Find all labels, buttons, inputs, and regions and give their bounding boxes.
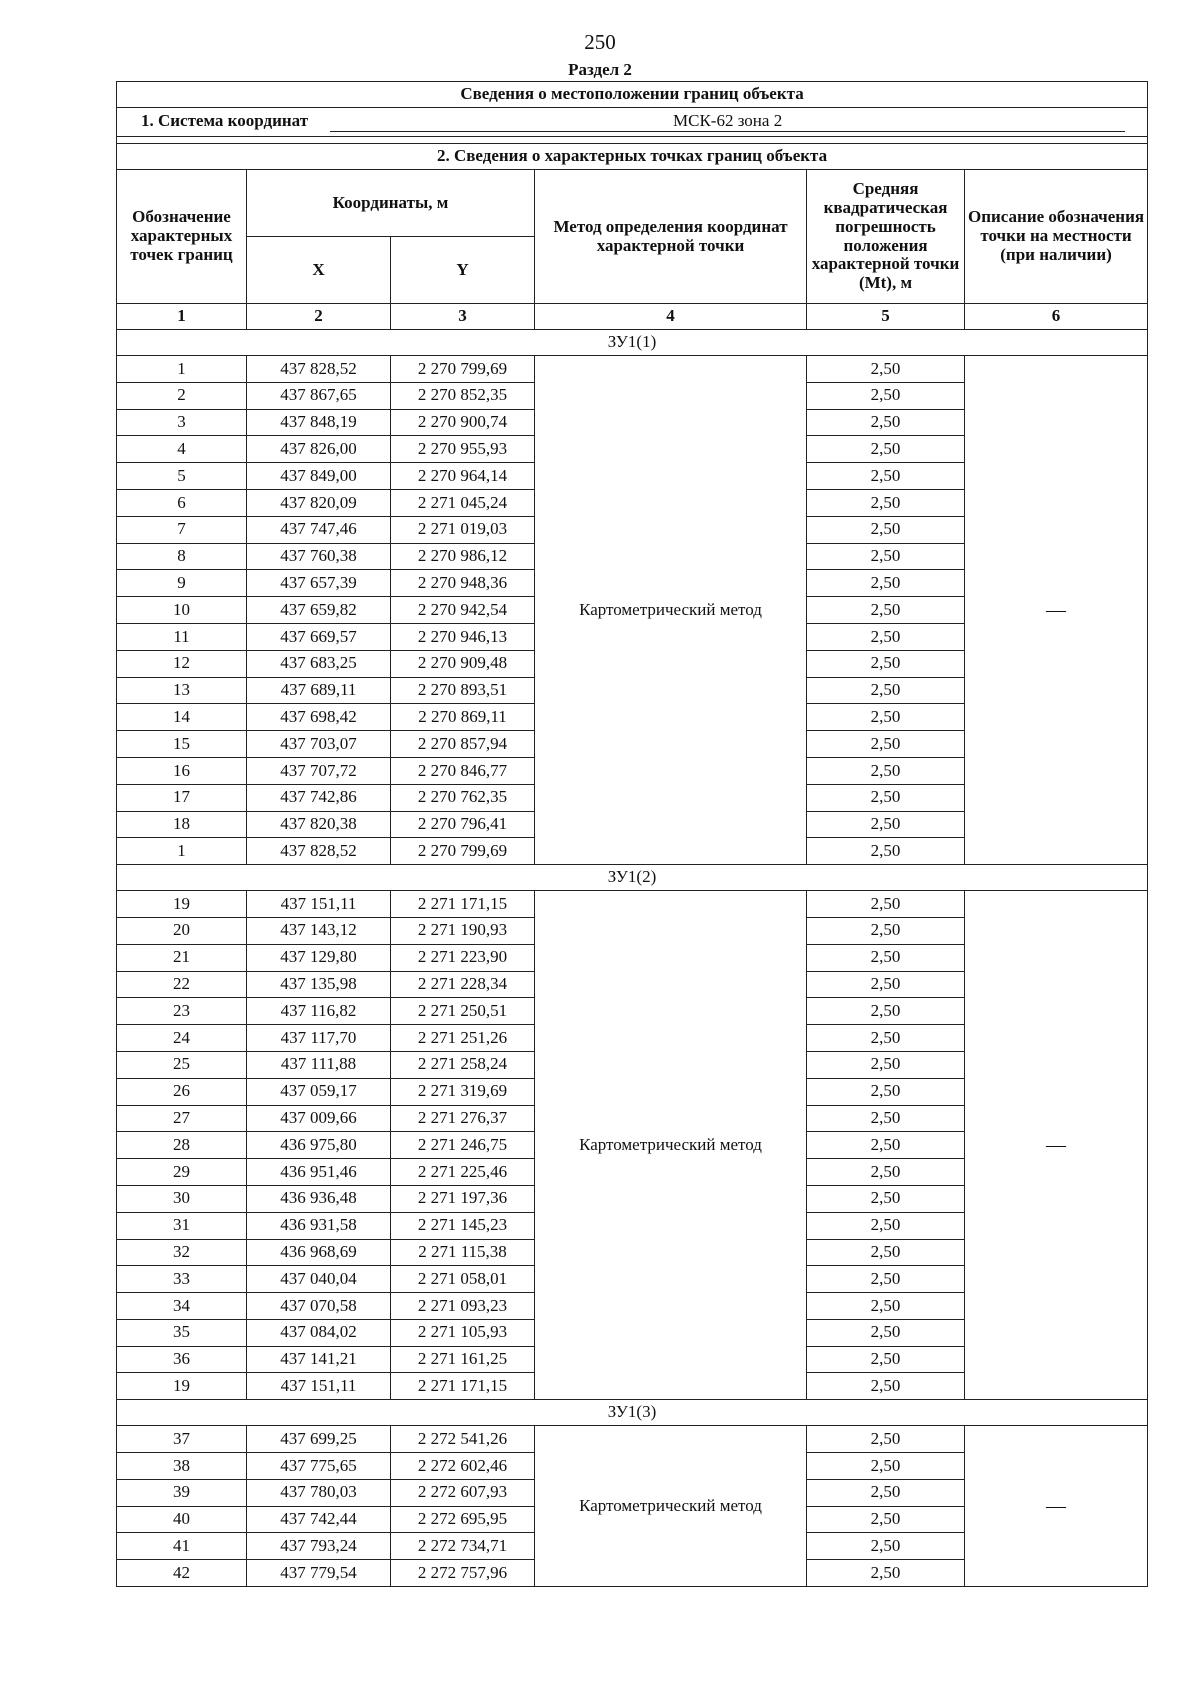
coordinate-y: 2 271 246,75 bbox=[391, 1132, 535, 1159]
coordinate-y: 2 272 757,96 bbox=[391, 1560, 535, 1587]
mean-error: 2,50 bbox=[807, 1132, 965, 1159]
coordinate-y: 2 272 602,46 bbox=[391, 1453, 535, 1480]
column-number: 4 bbox=[535, 304, 807, 330]
mean-error: 2,50 bbox=[807, 1426, 965, 1453]
coordinate-system-label: 1. Система координат bbox=[140, 110, 309, 130]
point-number: 20 bbox=[117, 917, 247, 944]
point-number: 34 bbox=[117, 1293, 247, 1320]
description-cell: — bbox=[965, 1426, 1148, 1587]
coordinate-y: 2 271 225,46 bbox=[391, 1159, 535, 1186]
mean-error: 2,50 bbox=[807, 1078, 965, 1105]
coordinate-y: 2 270 942,54 bbox=[391, 597, 535, 624]
coordinate-x: 436 975,80 bbox=[247, 1132, 391, 1159]
point-number: 38 bbox=[117, 1453, 247, 1480]
coordinate-x: 437 793,24 bbox=[247, 1533, 391, 1560]
point-number: 11 bbox=[117, 623, 247, 650]
spacer-cell bbox=[117, 137, 1148, 144]
coordinate-x: 437 129,80 bbox=[247, 944, 391, 971]
coordinate-y: 2 271 197,36 bbox=[391, 1185, 535, 1212]
mean-error: 2,50 bbox=[807, 650, 965, 677]
header-mean-error: Средняя квадратическая погрешность положения характерной точки (Mt), м bbox=[807, 170, 965, 304]
mean-error: 2,50 bbox=[807, 1319, 965, 1346]
mean-error: 2,50 bbox=[807, 409, 965, 436]
coordinate-x: 437 707,72 bbox=[247, 757, 391, 784]
coordinate-y: 2 271 058,01 bbox=[391, 1266, 535, 1293]
points-caption: 2. Сведения о характерных точках границ объекта bbox=[117, 144, 1148, 170]
coordinate-y: 2 270 909,48 bbox=[391, 650, 535, 677]
table-row bbox=[117, 356, 1148, 383]
mean-error: 2,50 bbox=[807, 757, 965, 784]
coordinate-x: 437 070,58 bbox=[247, 1293, 391, 1320]
coordinate-y: 2 270 986,12 bbox=[391, 543, 535, 570]
coordinate-x: 437 009,66 bbox=[247, 1105, 391, 1132]
coordinate-x: 437 141,21 bbox=[247, 1346, 391, 1373]
header-x: X bbox=[247, 237, 391, 304]
header-method: Метод определения координат характерной точки bbox=[535, 170, 807, 304]
coordinate-y: 2 271 145,23 bbox=[391, 1212, 535, 1239]
coordinate-y: 2 272 734,71 bbox=[391, 1533, 535, 1560]
column-numbers-row bbox=[117, 304, 1148, 330]
point-number: 22 bbox=[117, 971, 247, 998]
point-number: 30 bbox=[117, 1185, 247, 1212]
coordinate-y: 2 270 948,36 bbox=[391, 570, 535, 597]
mean-error: 2,50 bbox=[807, 1346, 965, 1373]
mean-error: 2,50 bbox=[807, 1105, 965, 1132]
mean-error: 2,50 bbox=[807, 998, 965, 1025]
mean-error: 2,50 bbox=[807, 891, 965, 918]
page-number: 250 bbox=[584, 30, 616, 54]
point-number: 41 bbox=[117, 1533, 247, 1560]
mean-error: 2,50 bbox=[807, 463, 965, 490]
point-number: 18 bbox=[117, 811, 247, 838]
point-number: 25 bbox=[117, 1051, 247, 1078]
caption-row bbox=[117, 82, 1148, 108]
coordinate-x: 437 867,65 bbox=[247, 382, 391, 409]
coordinate-y: 2 271 093,23 bbox=[391, 1293, 535, 1320]
header-coordinates: Координаты, м bbox=[247, 170, 535, 237]
coordinate-system-value: МСК-62 зона 2 bbox=[330, 112, 1125, 133]
coordinate-y: 2 270 946,13 bbox=[391, 623, 535, 650]
point-number: 21 bbox=[117, 944, 247, 971]
coordinate-x: 436 931,58 bbox=[247, 1212, 391, 1239]
mean-error: 2,50 bbox=[807, 1266, 965, 1293]
coordinate-y: 2 271 105,93 bbox=[391, 1319, 535, 1346]
mean-error: 2,50 bbox=[807, 489, 965, 516]
coordinate-x: 437 689,11 bbox=[247, 677, 391, 704]
coordinate-x: 437 151,11 bbox=[247, 1373, 391, 1400]
coordinate-x: 437 683,25 bbox=[247, 650, 391, 677]
group-name: ЗУ1(2) bbox=[117, 865, 1148, 891]
coordinate-y: 2 271 019,03 bbox=[391, 516, 535, 543]
coordinate-y: 2 271 045,24 bbox=[391, 489, 535, 516]
point-number: 19 bbox=[117, 1373, 247, 1400]
mean-error: 2,50 bbox=[807, 917, 965, 944]
group-name: ЗУ1(1) bbox=[117, 330, 1148, 356]
group-name: ЗУ1(3) bbox=[117, 1400, 1148, 1426]
mean-error: 2,50 bbox=[807, 1506, 965, 1533]
coordinate-x: 437 135,98 bbox=[247, 971, 391, 998]
mean-error: 2,50 bbox=[807, 1479, 965, 1506]
mean-error: 2,50 bbox=[807, 543, 965, 570]
coordinate-x: 437 760,38 bbox=[247, 543, 391, 570]
mean-error: 2,50 bbox=[807, 944, 965, 971]
coordinate-x: 437 669,57 bbox=[247, 623, 391, 650]
point-number: 16 bbox=[117, 757, 247, 784]
coordinate-x: 437 780,03 bbox=[247, 1479, 391, 1506]
point-number: 9 bbox=[117, 570, 247, 597]
point-number: 15 bbox=[117, 731, 247, 758]
mean-error: 2,50 bbox=[807, 382, 965, 409]
mean-error: 2,50 bbox=[807, 1185, 965, 1212]
spacer-row bbox=[117, 137, 1148, 144]
coordinate-x: 437 849,00 bbox=[247, 463, 391, 490]
coordinate-y: 2 271 115,38 bbox=[391, 1239, 535, 1266]
mean-error: 2,50 bbox=[807, 1373, 965, 1400]
group-header-row bbox=[117, 1400, 1148, 1426]
coordinate-y: 2 272 607,93 bbox=[391, 1479, 535, 1506]
point-number: 32 bbox=[117, 1239, 247, 1266]
coordinate-y: 2 270 796,41 bbox=[391, 811, 535, 838]
mean-error: 2,50 bbox=[807, 516, 965, 543]
point-number: 37 bbox=[117, 1426, 247, 1453]
mean-error: 2,50 bbox=[807, 811, 965, 838]
coordinate-x: 437 151,11 bbox=[247, 891, 391, 918]
coordinate-x: 436 968,69 bbox=[247, 1239, 391, 1266]
point-number: 23 bbox=[117, 998, 247, 1025]
point-number: 28 bbox=[117, 1132, 247, 1159]
coordinate-x: 436 951,46 bbox=[247, 1159, 391, 1186]
mean-error: 2,50 bbox=[807, 838, 965, 865]
point-number: 40 bbox=[117, 1506, 247, 1533]
coordinate-y: 2 271 319,69 bbox=[391, 1078, 535, 1105]
coordinate-x: 437 116,82 bbox=[247, 998, 391, 1025]
coordinate-y: 2 271 190,93 bbox=[391, 917, 535, 944]
point-number: 1 bbox=[117, 356, 247, 383]
mean-error: 2,50 bbox=[807, 677, 965, 704]
coordinate-x: 437 659,82 bbox=[247, 597, 391, 624]
mean-error: 2,50 bbox=[807, 1453, 965, 1480]
mean-error: 2,50 bbox=[807, 1051, 965, 1078]
coordinate-x: 437 828,52 bbox=[247, 838, 391, 865]
mean-error: 2,50 bbox=[807, 1239, 965, 1266]
coordinate-y: 2 270 857,94 bbox=[391, 731, 535, 758]
mean-error: 2,50 bbox=[807, 570, 965, 597]
coordinate-x: 437 699,25 bbox=[247, 1426, 391, 1453]
mean-error: 2,50 bbox=[807, 436, 965, 463]
coordinate-y: 2 270 900,74 bbox=[391, 409, 535, 436]
header-point-designation: Обозначение характерных точек границ bbox=[117, 170, 247, 304]
mean-error: 2,50 bbox=[807, 623, 965, 650]
coordinate-x: 437 084,02 bbox=[247, 1319, 391, 1346]
mean-error: 2,50 bbox=[807, 1159, 965, 1186]
header-description: Описание обозначения точки на местности (при наличии) bbox=[965, 170, 1148, 304]
mean-error: 2,50 bbox=[807, 1212, 965, 1239]
point-number: 1 bbox=[117, 838, 247, 865]
point-number: 13 bbox=[117, 677, 247, 704]
coordinate-y: 2 272 541,26 bbox=[391, 1426, 535, 1453]
coordinate-y: 2 270 955,93 bbox=[391, 436, 535, 463]
coordinate-x: 437 657,39 bbox=[247, 570, 391, 597]
point-number: 2 bbox=[117, 382, 247, 409]
column-number: 6 bbox=[965, 304, 1148, 330]
description-cell: — bbox=[965, 891, 1148, 1400]
mean-error: 2,50 bbox=[807, 1560, 965, 1587]
point-number: 29 bbox=[117, 1159, 247, 1186]
column-number: 1 bbox=[117, 304, 247, 330]
column-number: 2 bbox=[247, 304, 391, 330]
point-number: 12 bbox=[117, 650, 247, 677]
point-number: 26 bbox=[117, 1078, 247, 1105]
point-number: 35 bbox=[117, 1319, 247, 1346]
coordinate-y: 2 270 852,35 bbox=[391, 382, 535, 409]
coordinate-y: 2 271 223,90 bbox=[391, 944, 535, 971]
coordinate-system-cell bbox=[117, 108, 1148, 137]
coordinate-y: 2 270 762,35 bbox=[391, 784, 535, 811]
mean-error: 2,50 bbox=[807, 1293, 965, 1320]
mean-error: 2,50 bbox=[807, 597, 965, 624]
point-number: 14 bbox=[117, 704, 247, 731]
header-row-top bbox=[117, 170, 1148, 237]
mean-error: 2,50 bbox=[807, 704, 965, 731]
coordinate-x: 437 826,00 bbox=[247, 436, 391, 463]
mean-error: 2,50 bbox=[807, 784, 965, 811]
point-number: 7 bbox=[117, 516, 247, 543]
coordinate-y: 2 271 228,34 bbox=[391, 971, 535, 998]
coordinate-y: 2 271 171,15 bbox=[391, 1373, 535, 1400]
coordinate-x: 437 703,07 bbox=[247, 731, 391, 758]
method-cell: Картометрический метод bbox=[535, 1426, 807, 1587]
coordinate-x: 437 117,70 bbox=[247, 1025, 391, 1052]
coordinate-x: 437 828,52 bbox=[247, 356, 391, 383]
point-number: 8 bbox=[117, 543, 247, 570]
group-header-row bbox=[117, 330, 1148, 356]
coordinate-x: 437 040,04 bbox=[247, 1266, 391, 1293]
coordinate-y: 2 271 276,37 bbox=[391, 1105, 535, 1132]
point-number: 31 bbox=[117, 1212, 247, 1239]
coordinate-x: 437 742,44 bbox=[247, 1506, 391, 1533]
column-number: 3 bbox=[391, 304, 535, 330]
coordinate-x: 437 848,19 bbox=[247, 409, 391, 436]
coordinate-y: 2 270 799,69 bbox=[391, 356, 535, 383]
coordinate-y: 2 271 250,51 bbox=[391, 998, 535, 1025]
coordinate-x: 437 779,54 bbox=[247, 1560, 391, 1587]
coordinate-y: 2 270 893,51 bbox=[391, 677, 535, 704]
coordinate-x: 437 775,65 bbox=[247, 1453, 391, 1480]
point-number: 4 bbox=[117, 436, 247, 463]
point-number: 33 bbox=[117, 1266, 247, 1293]
description-cell: — bbox=[965, 356, 1148, 865]
coordinate-x: 437 059,17 bbox=[247, 1078, 391, 1105]
coordinate-x: 437 111,88 bbox=[247, 1051, 391, 1078]
coordinate-x: 437 143,12 bbox=[247, 917, 391, 944]
point-number: 19 bbox=[117, 891, 247, 918]
coordinate-y: 2 271 161,25 bbox=[391, 1346, 535, 1373]
mean-error: 2,50 bbox=[807, 1533, 965, 1560]
coordinate-x: 437 698,42 bbox=[247, 704, 391, 731]
mean-error: 2,50 bbox=[807, 356, 965, 383]
mean-error: 2,50 bbox=[807, 1025, 965, 1052]
coordinate-x: 436 936,48 bbox=[247, 1185, 391, 1212]
mean-error: 2,50 bbox=[807, 971, 965, 998]
header-y: Y bbox=[391, 237, 535, 304]
column-number: 5 bbox=[807, 304, 965, 330]
coordinate-y: 2 271 258,24 bbox=[391, 1051, 535, 1078]
section-title: Раздел 2 bbox=[568, 60, 632, 79]
coordinate-y: 2 270 869,11 bbox=[391, 704, 535, 731]
coordinate-x: 437 820,38 bbox=[247, 811, 391, 838]
points-caption-row bbox=[117, 144, 1148, 170]
coordinate-y: 2 270 846,77 bbox=[391, 757, 535, 784]
coordinate-x: 437 742,86 bbox=[247, 784, 391, 811]
coordinate-x: 437 820,09 bbox=[247, 489, 391, 516]
method-cell: Картометрический метод bbox=[535, 356, 807, 865]
point-number: 39 bbox=[117, 1479, 247, 1506]
point-number: 5 bbox=[117, 463, 247, 490]
point-number: 27 bbox=[117, 1105, 247, 1132]
boundary-points-table bbox=[116, 81, 1148, 1587]
point-number: 24 bbox=[117, 1025, 247, 1052]
coordinate-y: 2 272 695,95 bbox=[391, 1506, 535, 1533]
point-number: 42 bbox=[117, 1560, 247, 1587]
coordinate-y: 2 271 171,15 bbox=[391, 891, 535, 918]
table-row bbox=[117, 891, 1148, 918]
coordinate-y: 2 270 799,69 bbox=[391, 838, 535, 865]
point-number: 6 bbox=[117, 489, 247, 516]
mean-error: 2,50 bbox=[807, 731, 965, 758]
group-header-row bbox=[117, 865, 1148, 891]
coordinate-system-row bbox=[117, 108, 1148, 137]
point-number: 17 bbox=[117, 784, 247, 811]
method-cell: Картометрический метод bbox=[535, 891, 807, 1400]
point-number: 36 bbox=[117, 1346, 247, 1373]
coordinate-y: 2 271 251,26 bbox=[391, 1025, 535, 1052]
point-number: 10 bbox=[117, 597, 247, 624]
coordinate-x: 437 747,46 bbox=[247, 516, 391, 543]
table-row bbox=[117, 1426, 1148, 1453]
point-number: 3 bbox=[117, 409, 247, 436]
coordinate-y: 2 270 964,14 bbox=[391, 463, 535, 490]
table-caption: Сведения о местоположении границ объекта bbox=[117, 82, 1148, 108]
